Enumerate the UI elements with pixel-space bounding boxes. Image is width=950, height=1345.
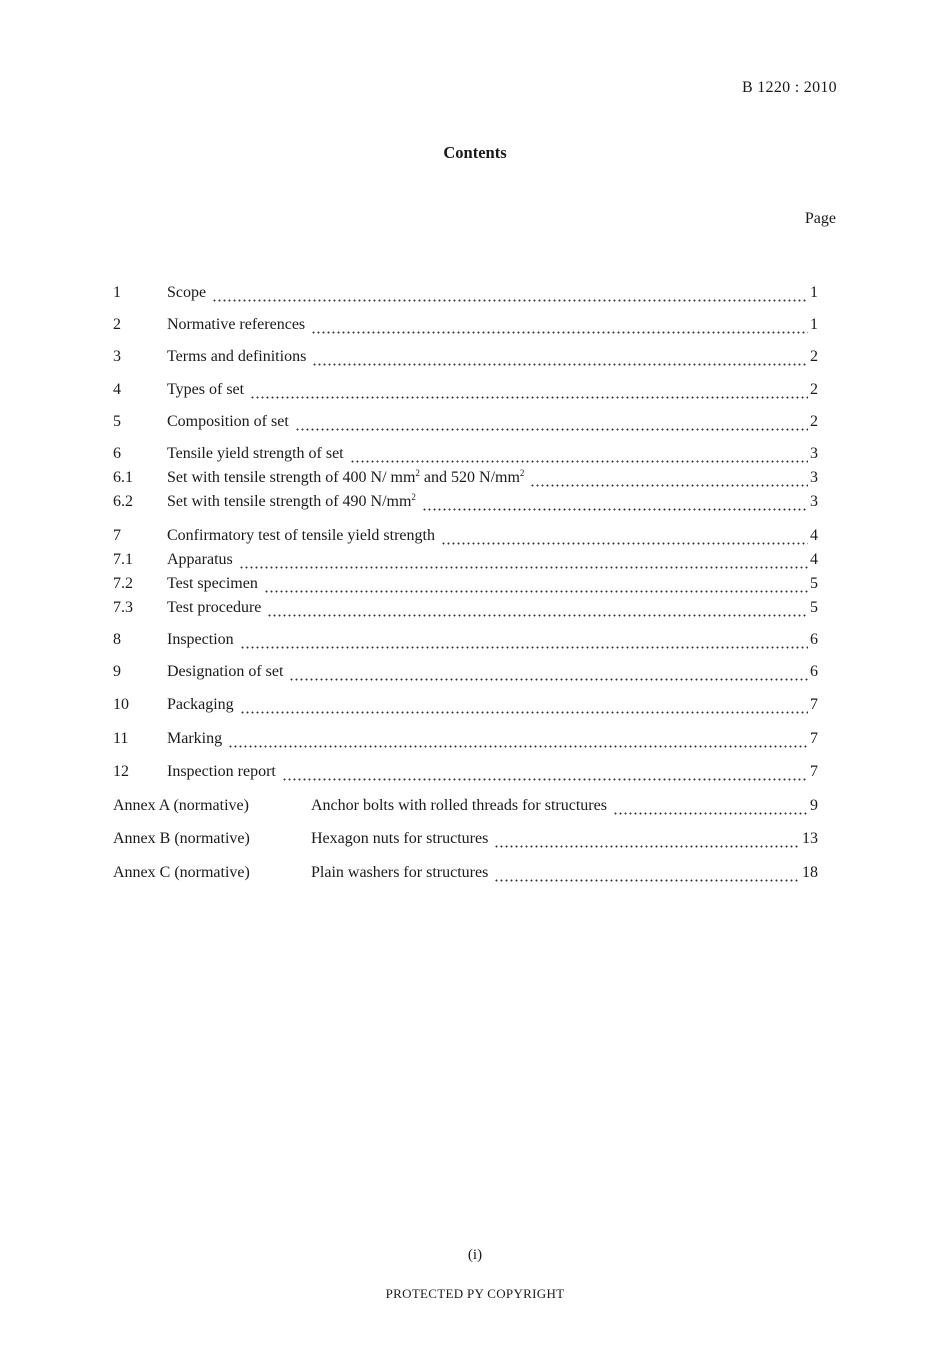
toc-entry	[113, 663, 818, 685]
toc-entry	[113, 413, 818, 435]
toc-entry-page: 3	[810, 493, 818, 510]
dot-leader	[240, 711, 808, 714]
toc-entry-number: 7	[113, 527, 121, 544]
toc-entry	[113, 575, 818, 597]
toc-entry	[113, 696, 818, 718]
toc-entry	[113, 381, 818, 403]
toc-entry-title	[167, 493, 420, 511]
dot-leader	[530, 484, 808, 487]
toc-entry-number: 7.3	[113, 599, 133, 616]
toc-entry-title	[167, 469, 528, 487]
toc-entry-page: 7	[810, 696, 818, 713]
toc-entry-title: Composition of set	[167, 413, 289, 430]
title-part: Set with tensile strength of 400 N/ mm	[167, 469, 416, 486]
toc-entry	[113, 493, 818, 515]
copyright-notice: PROTECTED PY COPYRIGHT	[385, 1286, 565, 1301]
toc-entry	[113, 348, 818, 370]
dot-leader	[212, 299, 808, 302]
dot-leader	[295, 428, 808, 431]
toc-entry-title: Inspection report	[167, 763, 276, 780]
annex-label: Annex A (normative)	[113, 797, 249, 814]
toc-entry-page: 3	[810, 469, 818, 486]
toc-entry	[113, 445, 818, 467]
annex-label: Annex B (normative)	[113, 830, 250, 847]
superscript: 2	[519, 468, 525, 478]
toc-entry-number: 4	[113, 381, 121, 398]
toc-entry-number: 3	[113, 348, 121, 365]
dot-leader	[312, 363, 808, 366]
annex-label: Annex C (normative)	[113, 864, 250, 881]
superscript: 2	[411, 492, 416, 502]
toc-entry	[113, 284, 818, 306]
toc-annex-entry	[113, 830, 818, 852]
toc-entry-number: 1	[113, 284, 121, 301]
toc-entry-page: 3	[810, 445, 818, 462]
toc-entry	[113, 551, 818, 573]
toc-entry	[113, 316, 818, 338]
dot-leader	[494, 879, 800, 882]
toc-entry-number: 8	[113, 631, 121, 648]
toc-entry-title: Inspection	[167, 631, 234, 648]
contents-heading: Contents	[443, 143, 507, 162]
toc-entry-title: Types of set	[167, 381, 245, 398]
toc-entry-title: Scope	[167, 284, 207, 301]
toc-entry-page: 1	[810, 316, 818, 333]
toc-entry-title: Test procedure	[167, 599, 262, 616]
toc-entry-title: Terms and definitions	[167, 348, 307, 365]
toc-entry-page: 2	[810, 348, 818, 365]
annex-title: Anchor bolts with rolled threads for structures	[311, 797, 607, 814]
toc-entry-number: 9	[113, 663, 121, 680]
toc-entry-page: 4	[810, 527, 818, 544]
toc-entry-number: 12	[113, 763, 129, 780]
superscript: 2	[415, 468, 420, 478]
standard-code: B 1220 : 2010	[741, 79, 837, 96]
toc-entry-number: 10	[113, 696, 129, 713]
toc-entry-title: Designation of set	[167, 663, 284, 680]
toc-entry-title: Marking	[167, 730, 223, 747]
dot-leader	[350, 460, 808, 463]
toc-entry-page: 2	[810, 381, 818, 398]
toc-entry-title: Packaging	[167, 696, 234, 713]
dot-leader	[494, 845, 800, 848]
toc-entry-number: 2	[113, 316, 121, 333]
toc-entry-title: Normative references	[167, 316, 306, 333]
toc-entry-page: 4	[810, 551, 818, 568]
toc-entry-title: Apparatus	[167, 551, 233, 568]
toc-entry-page: 2	[810, 413, 818, 430]
dot-leader	[250, 396, 808, 399]
toc-entry-number: 6.2	[113, 493, 133, 510]
page-column-label: Page	[804, 210, 836, 227]
toc-entry-page: 5	[810, 599, 818, 616]
toc-entry	[113, 763, 818, 785]
title-part: and 520 N/mm	[419, 469, 520, 486]
dot-leader	[441, 542, 808, 545]
dot-leader	[240, 646, 808, 649]
toc-entry-page: 5	[810, 575, 818, 592]
toc-annex-entry	[113, 797, 818, 819]
toc-entry-title: Test specimen	[167, 575, 258, 592]
toc-entry-title: Tensile yield strength of set	[167, 445, 344, 462]
page-folio: (i)	[467, 1247, 483, 1263]
toc-entry-page: 6	[810, 631, 818, 648]
toc-entry-title: Confirmatory test of tensile yield strength	[167, 527, 435, 544]
dot-leader	[311, 331, 808, 334]
toc-entry-number: 6.1	[113, 469, 133, 486]
dot-leader	[267, 614, 808, 617]
toc-entry-page: 7	[810, 730, 818, 747]
annex-title: Plain washers for structures	[311, 864, 489, 881]
toc-entry-number: 5	[113, 413, 121, 430]
toc-entry	[113, 631, 818, 653]
toc-entry-page: 6	[810, 663, 818, 680]
toc-entry	[113, 527, 818, 549]
dot-leader	[239, 566, 808, 569]
toc-entry-number: 7.2	[113, 575, 133, 592]
annex-page: 9	[810, 797, 818, 814]
dot-leader	[228, 745, 808, 748]
toc-annex-entry	[113, 864, 818, 886]
annex-title: Hexagon nuts for structures	[311, 830, 489, 847]
toc-entry-number: 6	[113, 445, 121, 462]
toc-entry-page: 7	[810, 763, 818, 780]
dot-leader	[282, 778, 808, 781]
toc-entry	[113, 469, 818, 491]
dot-leader	[422, 508, 808, 511]
toc-entry-number: 11	[113, 730, 129, 747]
dot-leader	[613, 812, 808, 815]
toc-entry-page: 1	[810, 284, 818, 301]
title-part: Set with tensile strength of 490 N/mm	[167, 493, 412, 510]
toc-entry	[113, 730, 818, 752]
annex-page: 13	[802, 830, 818, 847]
toc-entry-number: 7.1	[113, 551, 133, 568]
dot-leader	[289, 678, 808, 681]
dot-leader	[264, 590, 808, 593]
toc-entry	[113, 599, 818, 621]
annex-page: 18	[802, 864, 818, 881]
